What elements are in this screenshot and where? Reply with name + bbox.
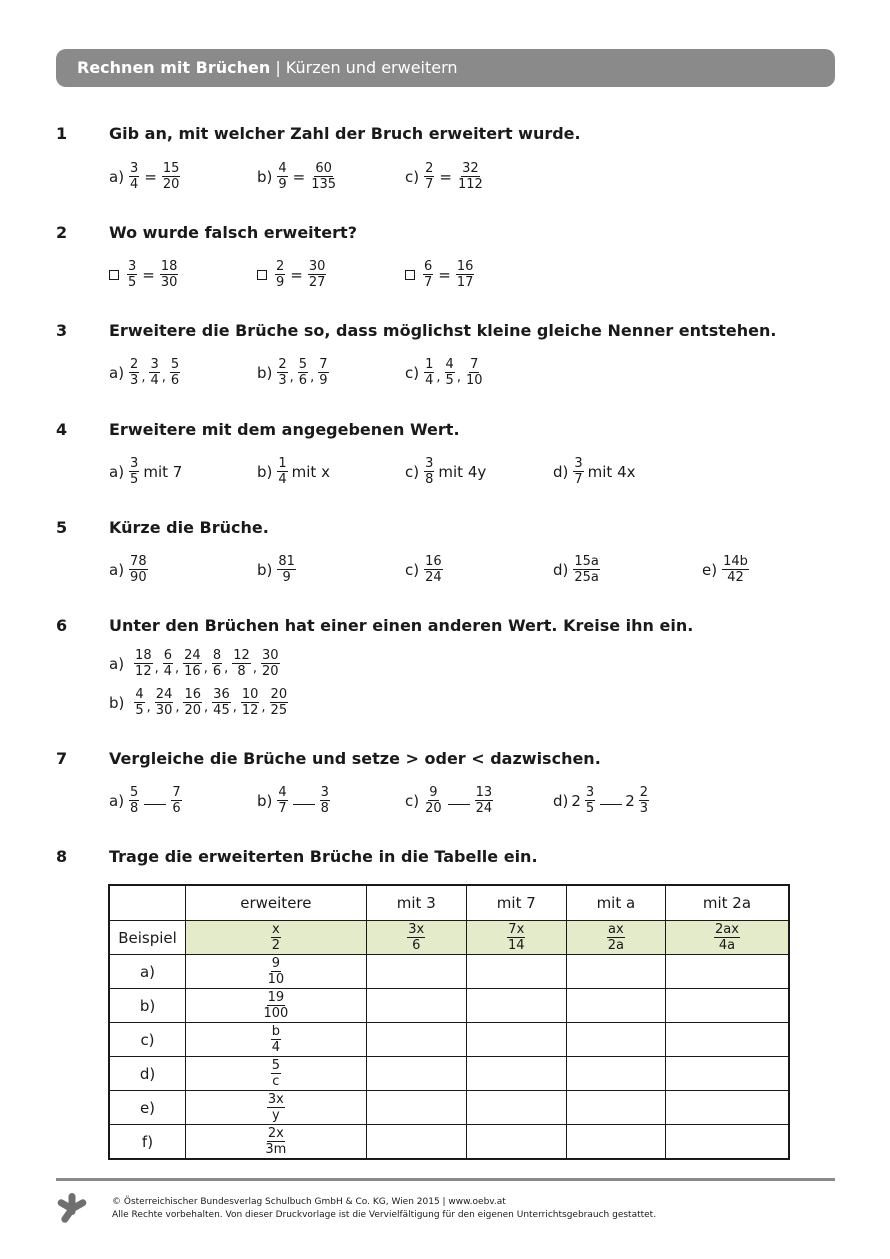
task-1-item-a: a) $\frac{3}{4}$ = $\frac{15}{20}$: [109, 161, 180, 192]
answer-cell[interactable]: [665, 955, 788, 989]
table-header-cell: mit 2a: [665, 886, 788, 921]
footer-text: [112, 1196, 656, 1222]
table-corner-cell: [110, 886, 186, 921]
task-8-title: Trage die erweiterten Brüche in die Tabelle ein.: [109, 847, 538, 866]
task-5-item-b: b) $\frac{81}{9}$: [257, 554, 295, 585]
answer-cell[interactable]: [366, 1057, 466, 1091]
task-6-number: 6: [56, 616, 68, 635]
task-6-title: Unter den Brüchen hat einer einen anderen Wert. Kreise ihn ein.: [109, 616, 694, 635]
table-row: [110, 989, 789, 1023]
table-header-cell: mit a: [566, 886, 665, 921]
table-fraction-cell: $\frac{2x}{3m}$: [186, 1125, 367, 1159]
task-2-item-3[interactable]: $\frac{6}{7}$ = $\frac{16}{17}$: [405, 260, 476, 289]
answer-cell[interactable]: [566, 1091, 665, 1125]
table-header-cell: mit 7: [466, 886, 566, 921]
answer-cell[interactable]: [366, 955, 466, 989]
table-fraction-cell: $\frac{5}{c}$: [186, 1057, 367, 1091]
task-2-item-2[interactable]: $\frac{2}{9}$ = $\frac{30}{27}$: [257, 260, 328, 289]
task-5-item-d: d) $\frac{15a}{25a}$: [553, 554, 599, 585]
table-example-row: [110, 921, 789, 955]
example-cell: $\frac{x}{2}$: [186, 921, 367, 955]
task-7-item-d: d) 2 $\frac{3}{5}$ 2 $\frac{2}{3}$: [553, 785, 649, 816]
answer-cell[interactable]: [466, 1057, 566, 1091]
expansion-table: [109, 885, 789, 1159]
answer-cell[interactable]: [366, 1023, 466, 1057]
answer-cell[interactable]: [665, 1091, 788, 1125]
page-header: [56, 49, 835, 87]
table-fraction-cell: $\frac{b}{4}$: [186, 1023, 367, 1057]
answer-cell[interactable]: [566, 1125, 665, 1159]
table-row-label: Beispiel: [110, 921, 186, 955]
task-3-item-a: a) $\frac{2}{3}$ , $\frac{3}{4}$ , $\frac{5}{6}$: [109, 357, 180, 388]
answer-cell[interactable]: [566, 989, 665, 1023]
table-fraction-cell: $\frac{3x}{y}$: [186, 1091, 367, 1125]
task-1-item-b: b) $\frac{4}{9}$ = $\frac{60}{135}$: [257, 161, 337, 192]
header-title-bold: Rechnen mit Brüchen: [77, 58, 271, 77]
checkbox[interactable]: [109, 270, 119, 280]
table-row: [110, 955, 789, 989]
table-row: [110, 1057, 789, 1091]
answer-cell[interactable]: [466, 1125, 566, 1159]
answer-cell[interactable]: [366, 989, 466, 1023]
task-3-title: Erweitere die Brüche so, dass möglichst kleine gleiche Nenner entstehen.: [109, 321, 777, 340]
footer-rights: Alle Rechte vorbehalten. Von dieser Druckvorlage ist die Vervielfältigung für den eigenen Unterrichtsgebrauch gestattet.: [112, 1210, 657, 1220]
answer-cell[interactable]: [366, 1091, 466, 1125]
example-cell: $\frac{ax}{2a}$: [566, 921, 665, 955]
example-cell: $\frac{3x}{6}$: [366, 921, 466, 955]
task-1-title: Gib an, mit welcher Zahl der Bruch erweitert wurde.: [109, 124, 581, 143]
publisher-logo-icon: [54, 1191, 90, 1227]
task-1-item-c: c) $\frac{2}{7}$ = $\frac{32}{112}$: [405, 161, 483, 192]
table-row-label: e): [110, 1091, 186, 1125]
table-row-label: b): [110, 989, 186, 1023]
answer-blank[interactable]: [144, 796, 166, 805]
answer-cell[interactable]: [665, 1057, 788, 1091]
task-2-item-1[interactable]: $\frac{3}{5}$ = $\frac{18}{30}$: [109, 260, 180, 289]
table-row-label: f): [110, 1125, 186, 1159]
task-8-number: 8: [56, 847, 68, 866]
footer-copyright: © Österreichischer Bundesverlag Schulbuch GmbH & Co. KG, Wien 2015 | www.oebv.at: [112, 1197, 506, 1207]
answer-cell[interactable]: [466, 989, 566, 1023]
answer-cell[interactable]: [466, 1091, 566, 1125]
table-row-label: c): [110, 1023, 186, 1057]
task-6-item-a: a) $\frac{18}{12}$ , $\frac{6}{4}$ , $\frac{24}{16}$ , $\frac{8}{6}$ , $\frac{12}{8}$ , $\frac{30}{20}$: [109, 648, 279, 679]
table-row-label: d): [110, 1057, 186, 1091]
header-title-rest: | Kürzen und erweitern: [275, 58, 458, 77]
table-fraction-cell: $\frac{9}{10}$: [186, 955, 367, 989]
task-3-number: 3: [56, 321, 68, 340]
example-cell: $\frac{2ax}{4a}$: [665, 921, 788, 955]
task-6-item-b: b) $\frac{4}{5}$ , $\frac{24}{30}$ , $\frac{16}{20}$ , $\frac{36}{45}$ , $\frac{10}{12}$ , $\frac{20}{25}$: [109, 687, 288, 718]
task-4-item-b: b) $\frac{1}{4}$ mit x: [257, 456, 330, 487]
task-5-number: 5: [56, 518, 68, 537]
table-fraction-cell: $\frac{19}{100}$: [186, 989, 367, 1023]
answer-cell[interactable]: [466, 1023, 566, 1057]
task-4-item-d: d) $\frac{3}{7}$ mit 4x: [553, 456, 636, 487]
answer-blank[interactable]: [600, 796, 622, 805]
table-header-cell: erweitere: [186, 886, 367, 921]
footer-divider: [56, 1178, 835, 1181]
answer-cell[interactable]: [665, 1125, 788, 1159]
task-1-number: 1: [56, 124, 68, 143]
answer-cell[interactable]: [466, 955, 566, 989]
task-4-title: Erweitere mit dem angegebenen Wert.: [109, 420, 460, 439]
answer-cell[interactable]: [665, 1023, 788, 1057]
task-2-title: Wo wurde falsch erweitert?: [109, 223, 357, 242]
task-5-item-c: c) $\frac{16}{24}$: [405, 554, 442, 585]
task-7-item-a: a) $\frac{5}{8}$ $\frac{7}{6}$: [109, 785, 181, 816]
task-3-item-c: c) $\frac{1}{4}$ , $\frac{4}{5}$ , $\frac{7}{10}$: [405, 357, 483, 388]
task-7-item-b: b) $\frac{4}{7}$ $\frac{3}{8}$: [257, 785, 329, 816]
answer-cell[interactable]: [665, 989, 788, 1023]
task-4-number: 4: [56, 420, 68, 439]
answer-blank[interactable]: [448, 796, 470, 805]
task-7-title: Vergleiche die Brüche und setze > oder < dazwischen.: [109, 749, 601, 768]
task-5-title: Kürze die Brüche.: [109, 518, 269, 537]
task-7-item-c: c) $\frac{9}{20}$ $\frac{13}{24}$: [405, 785, 493, 816]
task-4-item-a: a) $\frac{3}{5}$ mit 7: [109, 456, 183, 487]
task-5-item-a: a) $\frac{78}{90}$: [109, 554, 147, 585]
answer-blank[interactable]: [293, 796, 315, 805]
answer-cell[interactable]: [566, 1057, 665, 1091]
example-cell: $\frac{7x}{14}$: [466, 921, 566, 955]
task-3-item-b: b) $\frac{2}{3}$ , $\frac{5}{6}$ , $\frac{7}{9}$: [257, 357, 328, 388]
checkbox[interactable]: [257, 270, 267, 280]
task-5-item-e: e) $\frac{14b}{42}$: [702, 554, 748, 585]
task-4-item-c: c) $\frac{3}{8}$ mit 4y: [405, 456, 487, 487]
task-7-number: 7: [56, 749, 68, 768]
task-2-number: 2: [56, 223, 68, 242]
answer-cell[interactable]: [366, 1125, 466, 1159]
table-header-cell: mit 3: [366, 886, 466, 921]
table-row: [110, 1091, 789, 1125]
checkbox[interactable]: [405, 270, 415, 280]
answer-cell[interactable]: [566, 1023, 665, 1057]
table-row: [110, 1023, 789, 1057]
table-row: [110, 1125, 789, 1159]
table-header-row: [110, 886, 789, 921]
table-row-label: a): [110, 955, 186, 989]
answer-cell[interactable]: [566, 955, 665, 989]
